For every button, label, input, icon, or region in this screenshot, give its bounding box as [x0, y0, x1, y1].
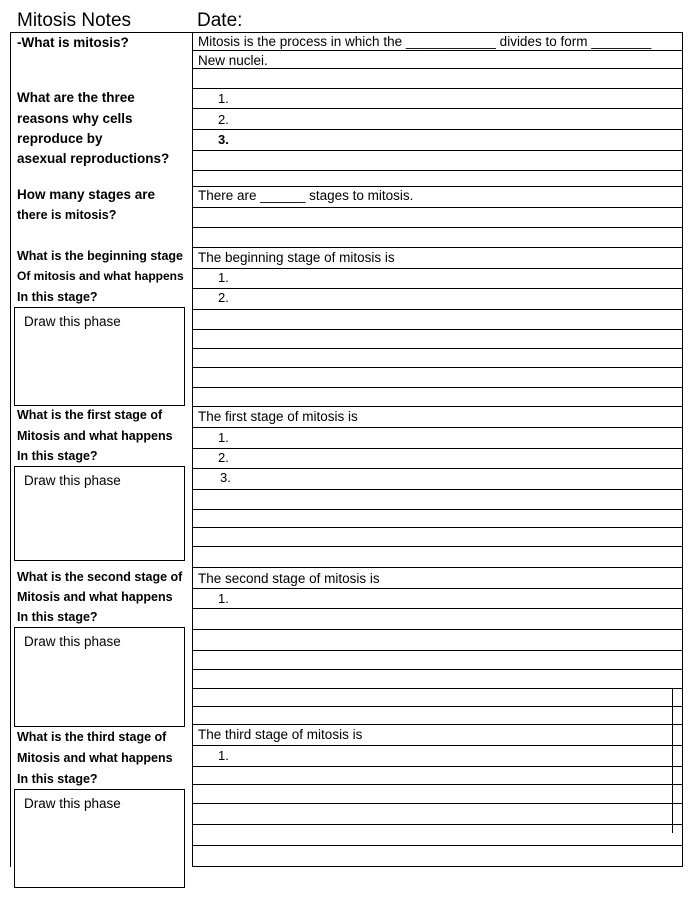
draw-phase-label: Draw this phase	[24, 634, 121, 649]
question-three-reasons: reasons why cells	[17, 111, 133, 126]
drawing-box-second-stage[interactable]	[14, 627, 185, 727]
answer-rule	[192, 866, 682, 867]
answer-rule	[192, 669, 682, 670]
list-number: 1.	[218, 91, 229, 106]
answer-rule	[192, 207, 682, 208]
list-number: 2.	[218, 290, 229, 305]
drawing-box-first-stage[interactable]	[14, 466, 185, 561]
answer-rule	[192, 247, 682, 248]
answer-rule	[192, 588, 682, 589]
question-first-stage: In this stage?	[17, 449, 98, 463]
question-second-stage: In this stage?	[17, 610, 98, 624]
answer-rule	[192, 108, 682, 109]
draw-phase-label: Draw this phase	[24, 796, 121, 811]
answer-rule	[192, 650, 682, 651]
question-what-is-mitosis: -What is mitosis?	[17, 35, 129, 50]
answer-rule	[192, 88, 682, 89]
grid-right-border	[682, 32, 683, 867]
list-number: 1.	[218, 270, 229, 285]
answer-rule	[192, 150, 682, 151]
answer-rule	[192, 608, 682, 609]
answer-rule	[192, 527, 682, 528]
answer-rule	[192, 227, 682, 228]
answer-rule	[192, 724, 682, 725]
answer-rule	[192, 629, 682, 630]
draw-phase-label: Draw this phase	[24, 473, 121, 488]
answer-rule	[192, 766, 682, 767]
list-number: 3.	[220, 470, 231, 485]
answer-beginning-stage: The beginning stage of mitosis is	[198, 250, 395, 265]
answer-rule	[192, 448, 682, 449]
answer-rule	[192, 329, 682, 330]
question-beginning-stage: What is the beginning stage	[17, 249, 183, 263]
grid-divider	[192, 32, 193, 867]
answer-mitosis-definition-cont: New nuclei.	[198, 53, 268, 68]
date-label: Date:	[197, 10, 243, 31]
question-three-reasons: asexual reproductions?	[17, 151, 170, 166]
answer-rule	[192, 706, 682, 707]
worksheet-title: Mitosis Notes	[17, 10, 132, 31]
question-how-many-stages: there is mitosis?	[17, 208, 117, 222]
answer-rule	[192, 68, 682, 69]
answer-stage-count: There are ______ stages to mitosis.	[198, 188, 414, 203]
question-second-stage: What is the second stage of	[17, 570, 183, 584]
answer-rule	[192, 348, 682, 349]
drawing-box-beginning-stage[interactable]	[14, 307, 185, 406]
answer-second-stage: The second stage of mitosis is	[198, 571, 380, 586]
question-beginning-stage: Of mitosis and what happens	[17, 269, 184, 283]
answer-rule	[192, 406, 682, 407]
question-first-stage: What is the first stage of	[17, 408, 163, 422]
answer-mitosis-definition: Mitosis is the process in which the ____________ divides to form ________	[198, 34, 652, 49]
answer-rule	[192, 803, 682, 804]
answer-rule	[192, 688, 682, 689]
answer-rule	[192, 427, 682, 428]
grid-extra-line	[672, 688, 673, 833]
answer-rule	[192, 170, 682, 171]
answer-rule	[192, 567, 682, 568]
list-number: 2.	[218, 112, 229, 127]
answer-rule	[192, 546, 682, 547]
question-second-stage: Mitosis and what happens	[17, 590, 173, 604]
answer-rule	[192, 745, 682, 746]
answer-rule	[192, 387, 682, 388]
question-third-stage: In this stage?	[17, 772, 98, 786]
list-number: 1.	[218, 591, 229, 606]
answer-rule	[192, 186, 682, 187]
answer-rule	[192, 288, 682, 289]
list-number: 2.	[218, 450, 229, 465]
question-third-stage: What is the third stage of	[17, 730, 167, 744]
draw-phase-label: Draw this phase	[24, 314, 121, 329]
answer-rule	[192, 129, 682, 130]
answer-third-stage: The third stage of mitosis is	[198, 727, 363, 742]
drawing-box-third-stage[interactable]	[14, 789, 185, 888]
question-how-many-stages: How many stages are	[17, 187, 156, 202]
list-number: 1.	[218, 748, 229, 763]
answer-rule	[192, 824, 682, 825]
question-third-stage: Mitosis and what happens	[17, 751, 173, 765]
list-number: 1.	[218, 430, 229, 445]
question-three-reasons: What are the three	[17, 90, 135, 105]
answer-rule	[192, 268, 682, 269]
question-first-stage: Mitosis and what happens	[17, 429, 173, 443]
answer-rule	[192, 468, 682, 469]
answer-first-stage: The first stage of mitosis is	[198, 409, 358, 424]
answer-rule	[192, 489, 682, 490]
answer-rule	[192, 50, 682, 51]
answer-rule	[192, 784, 682, 785]
answer-rule	[192, 845, 682, 846]
answer-rule	[192, 367, 682, 368]
list-number: 3.	[218, 132, 229, 147]
question-beginning-stage: In this stage?	[17, 290, 98, 304]
answer-rule	[192, 309, 682, 310]
question-three-reasons: reproduce by	[17, 131, 103, 146]
answer-rule	[192, 509, 682, 510]
grid-left-border	[10, 32, 11, 867]
